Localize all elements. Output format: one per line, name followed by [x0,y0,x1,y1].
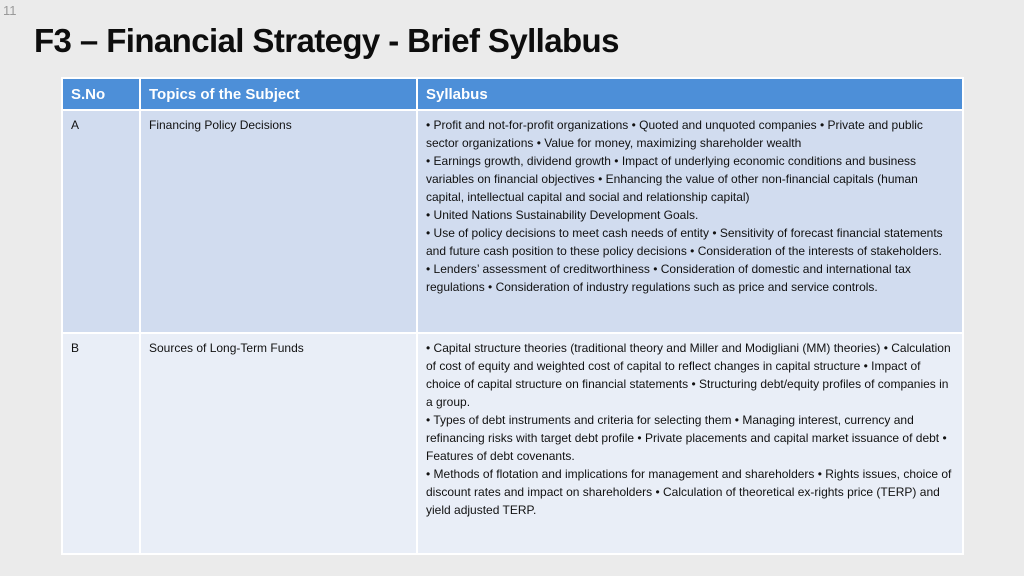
table-header-row [62,78,963,110]
cell-sno: B [62,333,140,554]
column-header-syllabus: Syllabus [417,78,963,110]
cell-sno: A [62,110,140,333]
column-header-topic: Topics of the Subject [140,78,417,110]
syllabus-paragraph: • Use of policy decisions to meet cash needs of entity • Sensitivity of forecast financial statements and future cash position to these policy decisions • Consideration of the interests of stakeholders. [426,226,943,258]
syllabus-paragraph: • Lenders’ assessment of creditworthiness • Consideration of domestic and international tax regulations • Consideration of industry regulations such as price and service controls. [426,262,911,294]
table-row [62,110,963,333]
cell-topic: Sources of Long-Term Funds [140,333,417,554]
slide-title: F3 – Financial Strategy - Brief Syllabus [34,22,619,59]
cell-syllabus [417,333,963,554]
cell-syllabus [417,110,963,333]
syllabus-paragraph: • Methods of flotation and implications for management and shareholders • Rights issues, choice of discount rates and impact on shareholders • Calculation of theoretical ex-rights price (TERP) and yield adjusted TERP. [426,467,952,517]
syllabus-paragraph: • Capital structure theories (traditional theory and Miller and Modigliani (MM) theories) • Calculation of cost of equity and weighted cost of capital to reflect changes in capital structure • Impact of choice of capital structure on financial statements • Structuring debt/equity profiles of companies in a group. [426,341,951,409]
syllabus-paragraph: • Earnings growth, dividend growth • Impact of underlying economic conditions and business variables on financial objectives • Enhancing the value of other non-financial capitals (human capital, intellectual capital and social and relationship capital) [426,154,918,204]
column-header-sno: S.No [62,78,140,110]
syllabus-paragraph: • United Nations Sustainability Development Goals. [426,208,699,222]
syllabus-table [61,77,964,555]
syllabus-paragraph: • Types of debt instruments and criteria for selecting them • Managing interest, currency and refinancing risks with target debt profile • Private placements and capital market issuance of debt • Features of debt covenants. [426,413,947,463]
table-row [62,333,963,554]
syllabus-paragraph: • Profit and not-for-profit organizations • Quoted and unquoted companies • Private and public sector organizations • Value for money, maximizing shareholder wealth [426,118,923,150]
cell-topic: Financing Policy Decisions [140,110,417,333]
page-number: 11 [3,3,17,18]
